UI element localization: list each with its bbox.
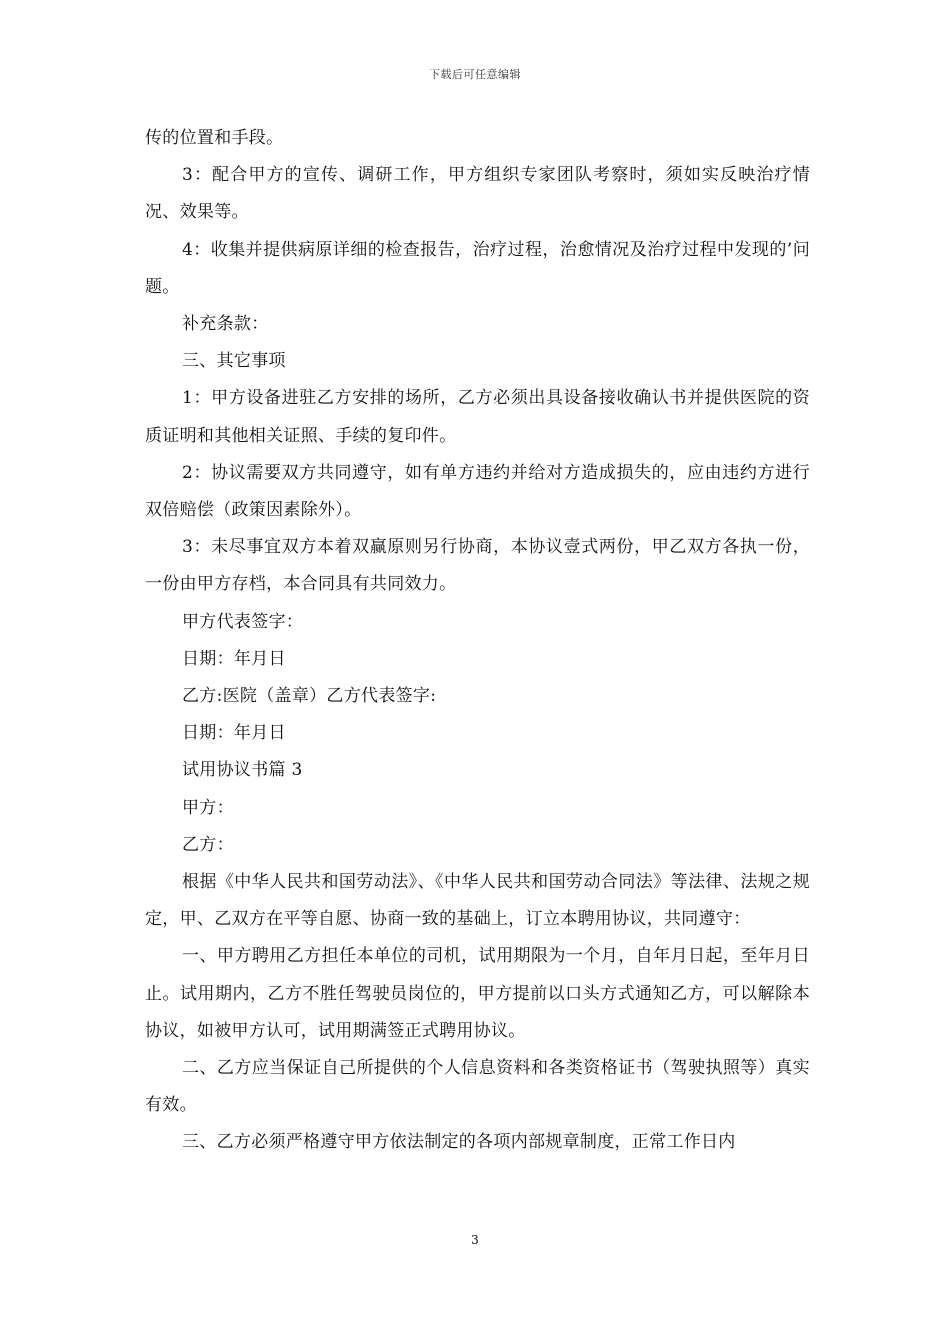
- paragraph: 二、乙方应当保证自己所提供的个人信息资料和各类资格证书（驾驶执照等）真实有效。: [145, 1058, 810, 1116]
- page-header: 下载后可任意编辑: [429, 68, 521, 81]
- party-b-line: 乙方：: [182, 834, 234, 855]
- paragraph: 一、甲方聘用乙方担任本单位的司机，试用期限为一个月，自年月日起，至年月日止。试用期内，乙方不胜任驾驶员岗位的，甲方提前以口头方式通知乙方，可以解除本协议，如被甲方认可，试用期满签正式聘用协议。: [145, 946, 810, 1041]
- section-heading: 三、其它事项: [182, 351, 286, 372]
- signature-line: 乙方:医院（盖章）乙方代表签字:: [182, 686, 437, 707]
- paragraph: 传的位置和手段。: [145, 128, 284, 148]
- signature-line: 甲方代表签字：: [182, 611, 304, 632]
- document-body: [145, 120, 810, 1162]
- page-number: 3: [471, 1233, 479, 1247]
- party-a-line: 甲方：: [182, 797, 234, 818]
- paragraph: 根据《中华人民共和国劳动法》、《中华人民共和国劳动合同法》等法律、法规之规定，甲、乙双方在平等自愿、协商一致的基础上，订立本聘用协议，共同遵守：: [145, 872, 810, 930]
- paragraph: 补充条款：: [182, 314, 269, 335]
- paragraph: 4：收集并提供病原详细的检查报告，治疗过程，治愈情况及治疗过程中发现的’问题。: [145, 239, 810, 297]
- paragraph: 3：配合甲方的宣传、调研工作，甲方组织专家团队考察时，须如实反映治疗情况、效果等。: [145, 165, 810, 223]
- date-line: 日期：年月日: [182, 648, 286, 669]
- paragraph: 1：甲方设备进驻乙方安排的场所，乙方必须出具设备接收确认书并提供医院的资质证明和其他相关证照、手续的复印件。: [145, 388, 810, 446]
- paragraph: 3：未尽事宜双方本着双赢原则另行协商，本协议壹式两份，甲乙双方各执一份，一份由甲方存档，本合同具有共同效力。: [145, 537, 810, 595]
- date-line: 日期：年月日: [182, 723, 286, 744]
- section-title: 试用协议书篇 3: [182, 760, 303, 781]
- paragraph: 2：协议需要双方共同遵守，如有单方违约并给对方造成损失的，应由违约方进行双倍赔偿（政策因素除外）。: [145, 462, 810, 521]
- paragraph: 三、乙方必须严格遵守甲方依法制定的各项内部规章制度，正常工作日内: [182, 1132, 736, 1153]
